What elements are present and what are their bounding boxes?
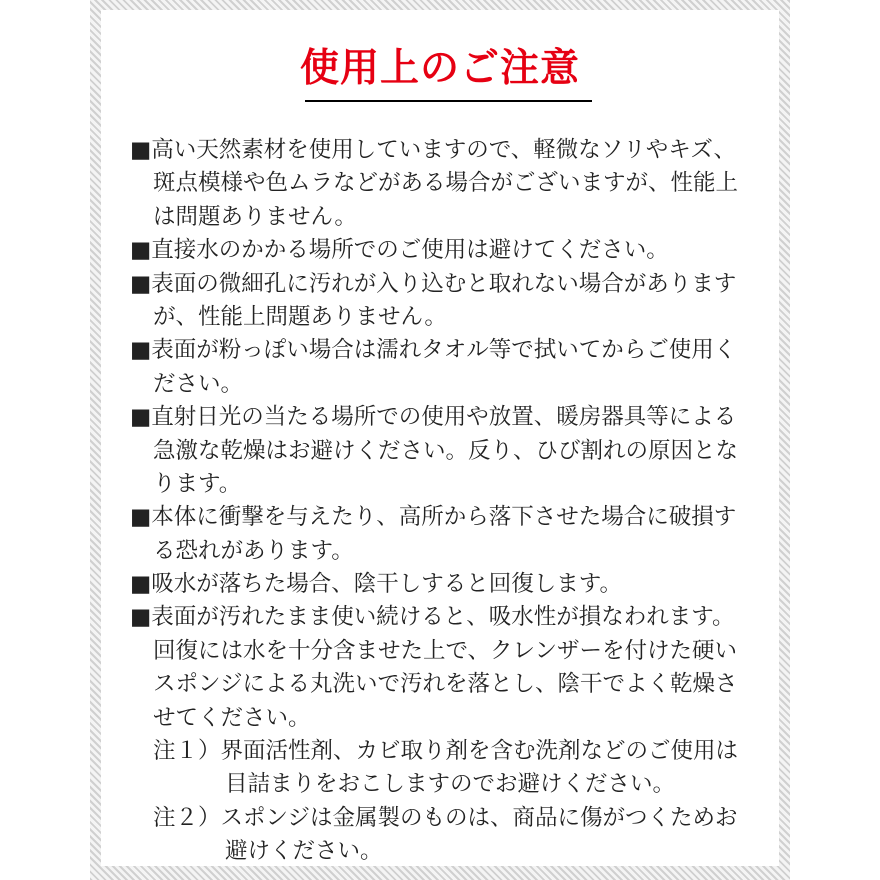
text-line: 注１）界面活性剤、カビ取り剤を含む洗剤などのご使用は <box>153 738 739 765</box>
note-item <box>130 735 770 802</box>
text-line: ■直接水のかかる場所でのご使用は避けてください。 <box>130 237 669 264</box>
text-line: スポンジによる丸洗いで汚れを落とし、陰干でよく乾燥さ <box>153 671 738 698</box>
text-line: ■表面が粉っぽい場合は濡れタオル等で拭いてからご使用く <box>130 337 737 364</box>
text-line: ■高い天然素材を使用していますので、軽微なソリやキズ、 <box>130 137 737 163</box>
text-line: ださい。 <box>153 370 244 397</box>
title-underline <box>305 100 592 102</box>
text-line: 注２）スポンジは金属製のものは、商品に傷がつくためお <box>153 804 738 831</box>
notice-item <box>130 268 770 335</box>
notice-item <box>130 501 770 568</box>
striped-frame <box>90 0 790 880</box>
text-line: 斑点模様や色ムラなどがある場合がございますが、性能上 <box>153 170 739 197</box>
text-line: ります。 <box>153 470 242 497</box>
text-line: ■本体に衝撃を与えたり、高所から落下させた場合に破損す <box>130 504 737 531</box>
notice-item <box>130 234 770 267</box>
text-line: ■表面が汚れたまま使い続けると、吸水性が損なわれます。 <box>130 604 735 631</box>
text-line: 目詰まりをおこしますのでお避けください。 <box>225 771 676 798</box>
notice-list <box>130 134 770 869</box>
text-line: が、性能上問題ありません。 <box>153 303 447 330</box>
text-line: は問題ありません。 <box>153 203 357 230</box>
text-line: ■直射日光の当たる場所での使用や放置、暖房器具等による <box>130 404 737 431</box>
note-item <box>130 802 770 869</box>
notice-item <box>130 601 770 735</box>
text-line: る恐れがあります。 <box>153 537 354 564</box>
notice-panel <box>101 10 779 866</box>
text-line: 避けください。 <box>225 838 383 865</box>
text-line: 急激な乾燥はお避けください。反り、ひび割れの原因とな <box>153 437 739 464</box>
text-line: ■吸水が落ちた場合、陰干しすると回復します。 <box>130 571 622 598</box>
notice-item <box>130 334 770 401</box>
text-line: ■表面の微細孔に汚れが入り込むと取れない場合があります <box>130 270 737 297</box>
text-line: 回復には水を十分含ませた上で、クレンザーを付けた硬い <box>153 637 737 664</box>
text-line: せてください。 <box>153 704 311 731</box>
notice-item <box>130 401 770 501</box>
notice-item <box>130 134 770 234</box>
notice-item <box>130 568 770 601</box>
page-title: 使用上のご注意 <box>299 46 580 91</box>
